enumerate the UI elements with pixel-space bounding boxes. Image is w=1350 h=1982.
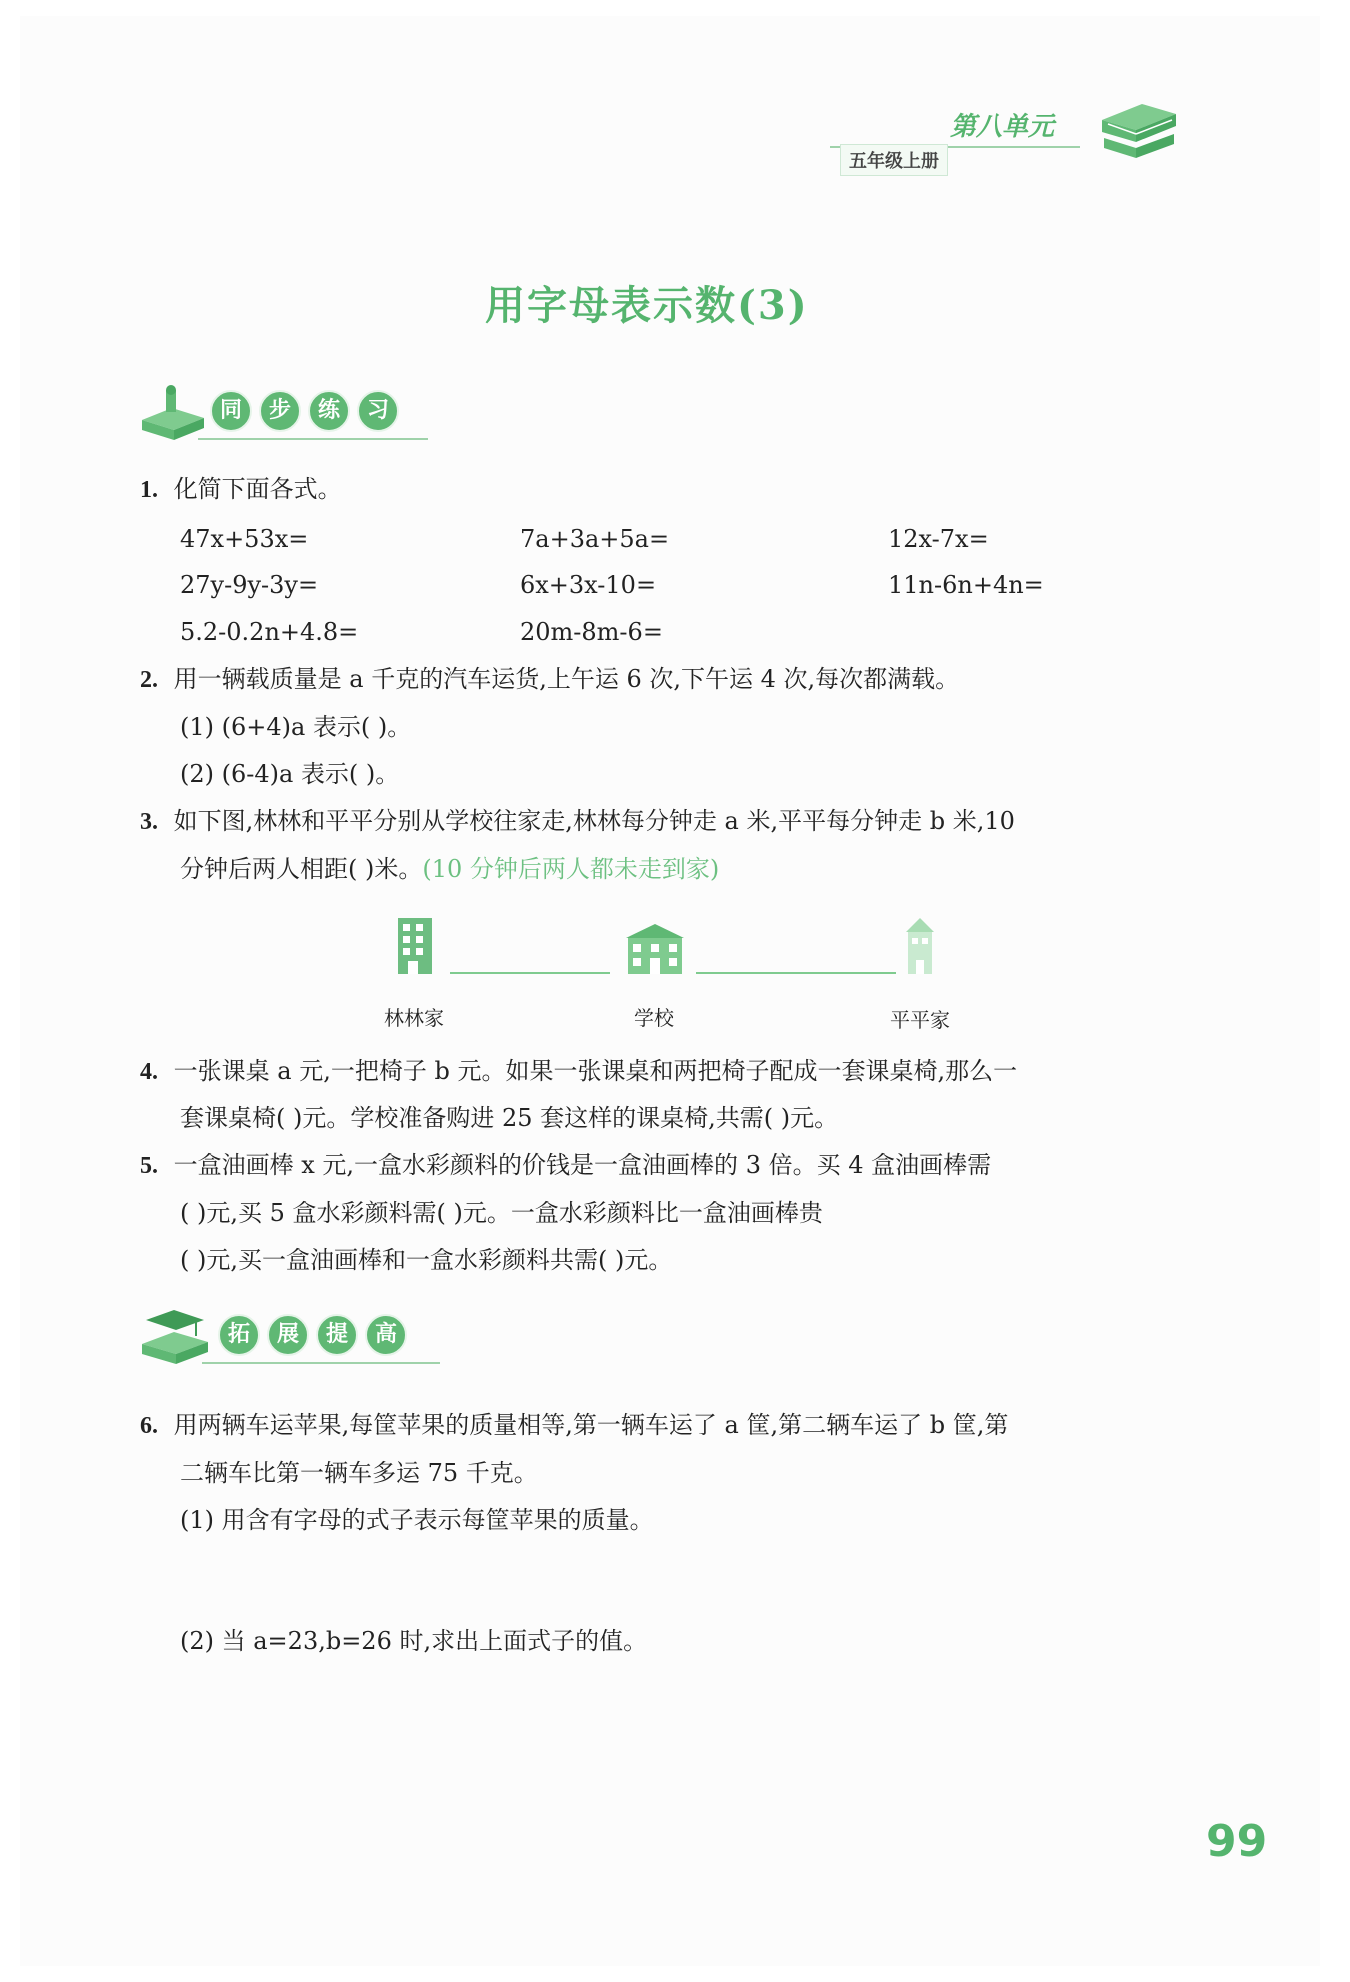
question-number: 1. (140, 477, 158, 503)
expr-cell: 7a+3a+5a= (520, 525, 670, 553)
section-sync-header (138, 376, 438, 456)
expr-cell: 12x-7x= (888, 525, 989, 553)
section-ext-badges (218, 1314, 414, 1356)
question-text: 一盒油画棒 x 元,一盒水彩颜料的价钱是一盒油画棒的 3 倍。买 4 盒油画棒需 (173, 1151, 992, 1179)
question-6 (140, 1408, 1008, 1443)
badge-char: 展 (267, 1314, 309, 1356)
question-3 (140, 804, 1015, 839)
building-icon (396, 916, 434, 976)
badge-char: 步 (259, 390, 301, 432)
badge-char: 练 (308, 390, 350, 432)
expr-cell: 47x+53x= (180, 525, 309, 553)
badge-char: 拓 (218, 1314, 260, 1356)
page-number: 99 (1206, 1816, 1268, 1867)
q6-sub-1: (1) 用含有字母的式子表示每筐苹果的质量。 (180, 1506, 654, 1534)
page (20, 16, 1320, 1966)
question-text: 化简下面各式。 (173, 475, 342, 503)
expr-cell: 5.2-0.2n+4.8= (180, 618, 359, 646)
question-4 (140, 1054, 1017, 1089)
question-text: 如下图,林林和平平分别从学校往家走,林林每分钟走 a 米,平平每分钟走 b 米,10 (173, 807, 1015, 835)
question-5-line-3: ( )元,买一盒油画棒和一盒水彩颜料共需( )元。 (180, 1246, 673, 1274)
q6-sub-2: (2) 当 a=23,b=26 时,求出上面式子的值。 (180, 1627, 648, 1655)
label-school: 学校 (634, 1006, 674, 1030)
expr-cell: 11n-6n+4n= (888, 571, 1044, 599)
question-note: (10 分钟后两人都未走到家) (422, 855, 720, 883)
question-text: 分钟后两人相距( )米。 (180, 855, 423, 883)
unit-header (830, 90, 1190, 180)
header-grade: 五年级上册 (840, 144, 948, 176)
section-sync-badges (210, 390, 406, 432)
question-4-line-2: 套课桌椅( )元。学校准备购进 25 套这样的课桌椅,共需( )元。 (180, 1104, 839, 1132)
question-5 (140, 1148, 991, 1183)
house-icon (902, 916, 938, 976)
label-pingping-home: 平平家 (890, 1008, 950, 1032)
school-icon (622, 920, 688, 976)
distance-line-left (450, 972, 610, 974)
badge-char: 高 (365, 1314, 407, 1356)
expr-cell: 27y-9y-3y= (180, 571, 319, 599)
section-ext-header (138, 1298, 458, 1378)
question-number: 5. (140, 1153, 158, 1179)
section-ext-underline (202, 1362, 440, 1364)
question-text: 一张课桌 a 元,一把椅子 b 元。如果一张课桌和两把椅子配成一套课桌椅,那么一 (173, 1057, 1018, 1085)
question-text: 用两辆车运苹果,每筐苹果的质量相等,第一辆车运了 a 筐,第二辆车运了 b 筐,第 (173, 1411, 1009, 1439)
q2-sub-1: (1) (6+4)a 表示( )。 (180, 713, 412, 741)
expr-cell: 20m-8m-6= (520, 618, 663, 646)
section-sync-underline (198, 438, 428, 440)
question-number: 4. (140, 1059, 158, 1085)
question-number: 6. (140, 1413, 158, 1439)
question-2 (140, 662, 959, 697)
books-stack-icon (1098, 98, 1178, 168)
header-unit: 第八单元 (950, 112, 1055, 142)
distance-diagram (350, 916, 990, 1036)
question-number: 3. (140, 809, 158, 835)
question-number: 2. (140, 667, 158, 693)
badge-char: 同 (210, 390, 252, 432)
label-linlin-home: 林林家 (384, 1006, 444, 1030)
badge-char: 习 (357, 390, 399, 432)
question-6-line-2: 二辆车比第一辆车多运 75 千克。 (180, 1459, 538, 1487)
distance-line-right (696, 972, 896, 974)
expr-cell: 6x+3x-10= (520, 571, 657, 599)
question-5-line-2: ( )元,买 5 盒水彩颜料需( )元。一盒水彩颜料比一盒油画棒贵 (180, 1199, 823, 1227)
question-1 (140, 472, 342, 507)
question-text: 用一辆载质量是 a 千克的汽车运货,上午运 6 次,下午运 4 次,每次都满载。 (173, 665, 960, 693)
question-3-line-2 (180, 852, 719, 886)
page-title: 用字母表示数(3) (485, 282, 809, 329)
badge-char: 提 (316, 1314, 358, 1356)
q2-sub-2: (2) (6-4)a 表示( )。 (180, 760, 400, 788)
